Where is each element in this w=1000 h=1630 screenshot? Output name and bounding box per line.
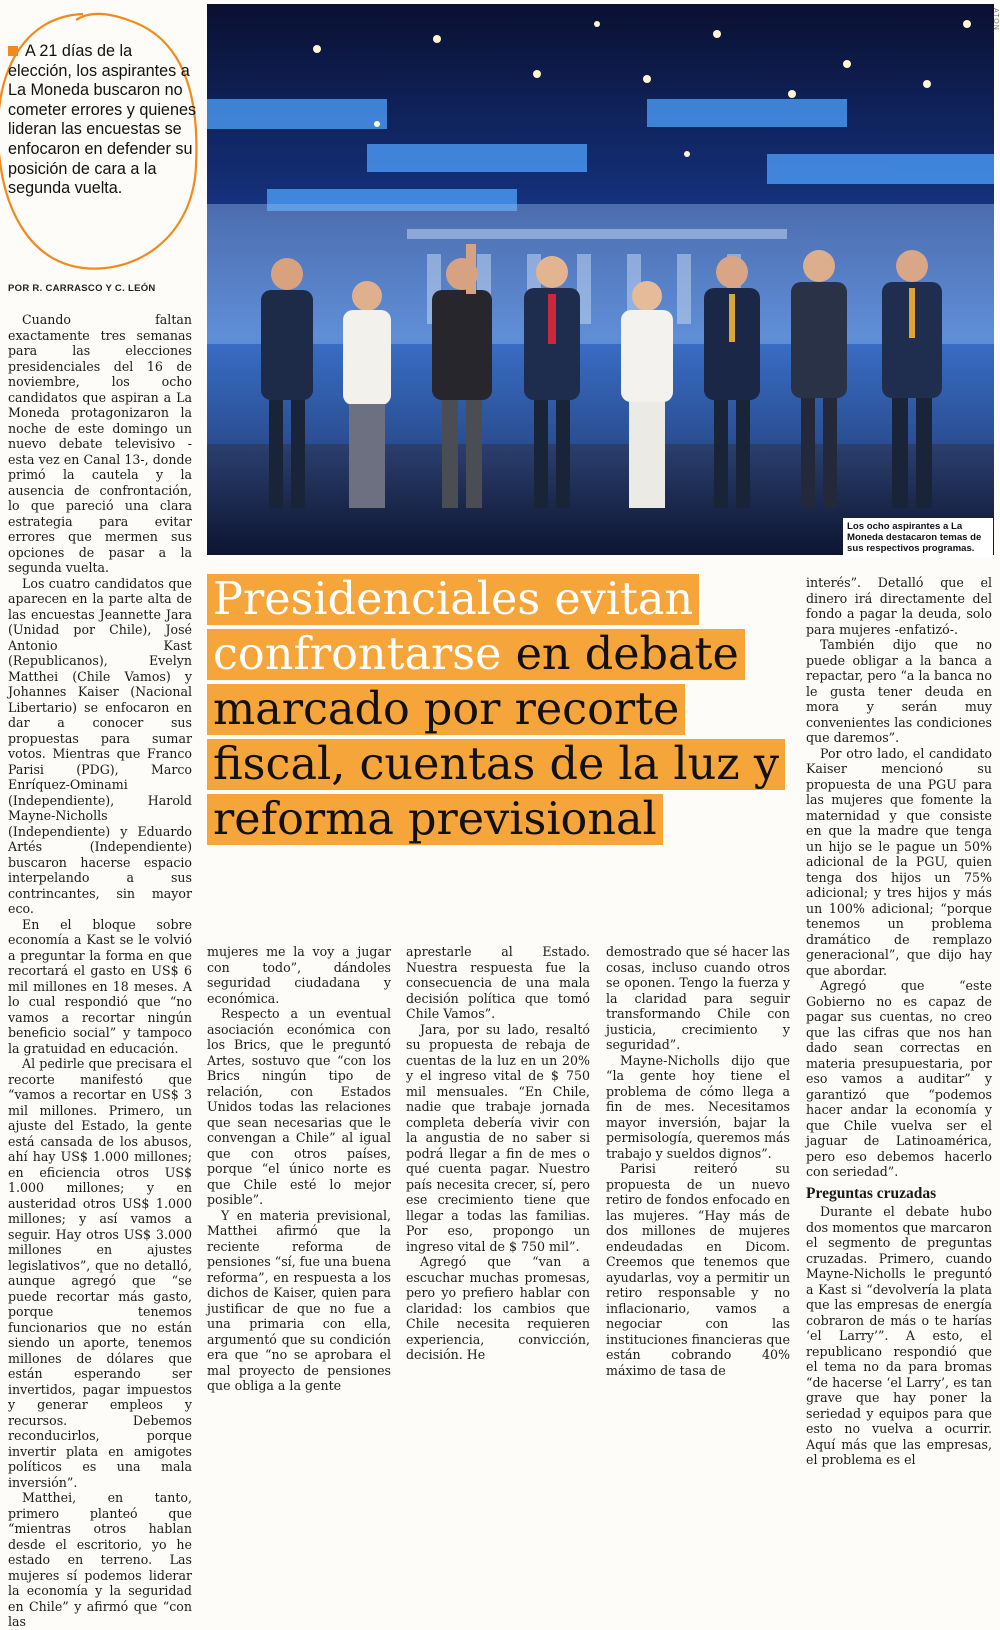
paragraph: En el bloque sobre economía a Kast se le volvió a preguntar la forma en que recortará el gasto en US$ 6 mil millones en 18 meses. A lo cual respondió que “no vamos a recortar ningún beneficio social” y tampoco la gratuidad en educación. — [8, 916, 192, 1056]
photo-credit: ATON — [992, 8, 999, 31]
lead-text: A 21 días de la elección, los aspirantes a La Moneda buscaron no cometer errores y quienes lideran las encuestas se enfocaron en defender su posición de cara a la segunda vuelta. — [8, 42, 197, 198]
article-column-4 — [606, 944, 790, 1378]
paragraph: Al pedirle que precisara el recorte manifestó que “vamos a recortar en US$ 3 mil millones. Primero, un ajuste del Estado, la gente está cansada de los abusos, ahí hay US$ 1.000 millones; en eficiencia otros US$ 1.000 millones; y en austeridad otros US$ 1.000 millones; y así vamos a seguir. Hay otros US$ 3.000 millones en ajustes legislativos”, que no detalló, aunque agregó que “se puede recortar más gasto, porque tenemos funcionarios que no están siendo un aporte, tenemos millones de dólares que están esperando ser invertidos, pagar impuestos y generar empleos y recursos. Debemos reconducirlos, porque invertir plata en amigotes políticos es una mala inversión”. — [8, 1056, 192, 1490]
paragraph: Y en materia previsional, Matthei afirmó que la reciente reforma de pensiones “sí, fue una buena reforma”, en respuesta a los dichos de Kaiser, quien para justificar de que no fue a una primaria con ella, argumentó que su condición era que “no se aprobara el mal proyecto de pensiones que obliga a la gente — [207, 1207, 391, 1393]
paragraph: mujeres me la voy a jugar con todo”, dándoles seguridad ciudadana y económica. — [207, 944, 391, 1006]
debate-photo — [207, 4, 994, 555]
paragraph: Respecto a un eventual asociación económica con los Brics, que le preguntó Artes, sostuvo que “con los Brics ningún tipo de relación, con Estados Unidos todas las relaciones que sean necesarias que le convengan a Chile” al igual que con otros países, porque “el único norte es que Chile esté lo mejor posible”. — [207, 1006, 391, 1207]
candidates-on-stage-illustration — [207, 4, 994, 555]
photo-caption: Los ocho aspirantes a La Moneda destacaron temas de sus respectivos programas. — [843, 518, 993, 558]
article-column-1 — [8, 312, 192, 1630]
article-column-3 — [406, 944, 590, 1363]
article-column-2 — [207, 944, 391, 1394]
paragraph: Cuando faltan exactamente tres semanas para las elecciones presidenciales del 16 de noviembre, los ocho candidatos que aspiran a La Moneda protagonizaron la noche de este domingo un nuevo debate televisivo -esta vez en Canal 13-, donde primó la cautela y la ausencia de confrontación, lo que pareció una clara estrategia para evitar errores que mermen sus opciones de pasar a la segunda vuelta. — [8, 312, 192, 575]
paragraph: Mayne-Nicholls dijo que “la gente hoy tiene el problema de cómo llega a fin de mes. Necesitamos mayor inversión, bajar la permisología, queremos más trabajo y sueldos dignos”. — [606, 1052, 790, 1161]
article-column-5 — [806, 575, 992, 1468]
lead-paragraph — [8, 42, 198, 199]
paragraph: Agregó que “este Gobierno no es capaz de pagar sus cuentas, no creo que las cifras que nos han dado sean correctas en materia presupuestaria, por eso vamos a auditar” y garantizó que “podemos hacer andar la economía y que Chile vuelva ser el jaguar de Latinoamérica, pero eso debemos hacerlo con seriedad”. — [806, 978, 992, 1179]
headline-rest: en debate marcado por recorte fiscal, cuentas de la luz y reforma previsional — [213, 629, 779, 845]
paragraph: Los cuatro candidatos que aparecen en la parte alta de las encuestas Jeannette Jara (Unidad por Chile), José Antonio Kast (Republicanos), Evelyn Matthei (Chile Vamos) y Johannes Kaiser (Nacional Libertario) se enfocaron en dar a conocer sus propuestas para sumar votos. Mientras que Franco Parisi (PDG), Marco Enríquez-Ominami (Independiente), Harold Mayne-Nicholls (Independiente) y Eduardo Artés (Independiente) buscaron hacerse espacio interpelando a sus contrincantes, sin mayor eco. — [8, 575, 192, 916]
bullet-square-icon — [8, 46, 18, 56]
headline — [207, 572, 797, 847]
paragraph: Agregó que “van a escuchar muchas promesas, pero yo prefiero hablar con claridad: los cambios que Chile necesita requieren experiencia, convicción, decisión. He — [406, 1254, 590, 1362]
paragraph: Por otro lado, el candidato Kaiser mencionó su propuesta de una PGU para las mujeres que fomente la maternidad y que consiste en que la madre que tenga un hijo se le pague un 50% adicional de la PGU, quien tenga dos hijos un 75% adicional; y tres hijos y más un 100% adicional; “porque tenemos un problema dramático de remplazo generacional”, que dijo hay que abordar. — [806, 745, 992, 978]
subheading: Preguntas cruzadas — [806, 1184, 937, 1202]
paragraph: Jara, por su lado, resaltó su propuesta de rebaja de cuentas de la luz en un 20% y el ingreso vital de $ 750 mil mensuales. “En Chile, nadie que trabaje jornada completa debería vivir con la angustia de no saber si podrá llegar a fin de mes o qué cuenta pagar. Nuestro país necesita crecer, sí, pero ese crecimiento tiene que llegar a todas las familias. Por eso, propongo un ingreso vital de $ 750 mil”. — [406, 1021, 590, 1254]
paragraph: aprestarle al Estado. Nuestra respuesta fue la consecuencia de una mala decisión política que tomó Chile Vamos”. — [406, 944, 590, 1021]
paragraph: interés”. Detalló que el dinero irá directamente del fondo a pagar la deuda, solo para mujeres -enfatizó-. — [806, 575, 992, 637]
paragraph: Matthei, en tanto, primero planteó que “mientras otros hablan desde el escritorio, yo he estado en terreno. Las mujeres sí podemos liderar la economía y la seguridad en Chile” y afirmó que “con las — [8, 1490, 192, 1629]
paragraph: demostrado que sé hacer las cosas, incluso cuando otros se oponen. Tengo la fuerza y la claridad para seguir transformando Chile con justicia, crecimiento y seguridad”. — [606, 944, 790, 1052]
paragraph: Parisi reiteró su propuesta de un nuevo retiro de fondos enfocado en las mujeres. “Hay más de dos millones de mujeres endeudadas en Dicom. Creemos que tenemos que ayudarlas, voy a permitir un retiro responsable y no inflacionario, vamos a negociar con las instituciones financieras que están cobrando 40% máximo de tasa de — [606, 1161, 790, 1378]
headline-highlight: Presidenciales evitan confrontarse — [213, 574, 694, 680]
paragraph: Durante el debate hubo dos momentos que marcaron el segmento de preguntas cruzadas. Primero, cuando Mayne-Nicholls le preguntó a Kast si “devolvería la plata que las empresas de energía cobraron de más o te harías ‘el Larry’”. A esto, el republicano respondió que el tema no da para bromas “de hacerse ‘el Larry’, es tan grave que hay poner la seriedad y equipos para que esto no vuelva a ocurrir. Aquí más que las empresas, el problema es el — [806, 1204, 992, 1467]
byline: POR R. CARRASCO Y C. LEÓN — [8, 283, 156, 294]
paragraph: También dijo que no puede obligar a la banca a repactar, pero “a la banca no le gusta tener deuda en mora y serán muy convenientes las condiciones que daremos”. — [806, 637, 992, 745]
